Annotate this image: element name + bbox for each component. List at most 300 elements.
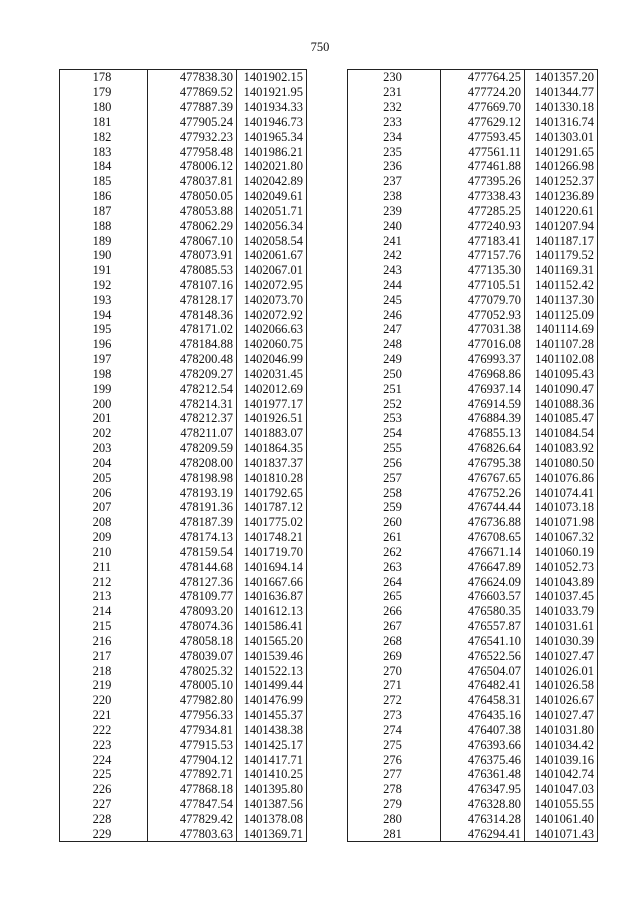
table-row: [60, 367, 307, 382]
x-coordinate-cell: 476482.41: [441, 678, 525, 693]
y-coordinate-cell: 1401395.80: [237, 782, 307, 797]
point-number-cell: 276: [348, 752, 441, 767]
point-number-cell: 229: [60, 826, 148, 841]
point-number-cell: 223: [60, 737, 148, 752]
point-number-cell: 240: [348, 218, 441, 233]
point-number-cell: 222: [60, 722, 148, 737]
y-coordinate-cell: 1401455.37: [237, 708, 307, 723]
x-coordinate-cell: 477079.70: [441, 292, 525, 307]
point-number-cell: 228: [60, 811, 148, 826]
point-number-cell: 241: [348, 233, 441, 248]
y-coordinate-cell: 1402066.63: [237, 322, 307, 337]
table-row: [60, 278, 307, 293]
point-number-cell: 243: [348, 263, 441, 278]
point-number-cell: 214: [60, 604, 148, 619]
x-coordinate-cell: 477803.63: [148, 826, 237, 841]
point-number-cell: 189: [60, 233, 148, 248]
table-row: [60, 441, 307, 456]
table-row: [348, 470, 598, 485]
x-coordinate-cell: 477135.30: [441, 263, 525, 278]
table-row: [60, 678, 307, 693]
point-number-cell: 231: [348, 85, 441, 100]
x-coordinate-cell: 476347.95: [441, 782, 525, 797]
y-coordinate-cell: 1401837.37: [237, 456, 307, 471]
x-coordinate-cell: 477892.71: [148, 767, 237, 782]
table-row: [348, 826, 598, 841]
point-number-cell: 264: [348, 574, 441, 589]
y-coordinate-cell: 1401179.52: [525, 248, 598, 263]
y-coordinate-cell: 1401187.17: [525, 233, 598, 248]
point-number-cell: 218: [60, 663, 148, 678]
x-coordinate-cell: 476314.28: [441, 811, 525, 826]
table-row: [348, 619, 598, 634]
point-number-cell: 238: [348, 189, 441, 204]
point-number-cell: 200: [60, 396, 148, 411]
y-coordinate-cell: 1401316.74: [525, 114, 598, 129]
point-number-cell: 213: [60, 589, 148, 604]
y-coordinate-cell: 1402056.34: [237, 218, 307, 233]
y-coordinate-cell: 1401387.56: [237, 797, 307, 812]
x-coordinate-cell: 476435.16: [441, 708, 525, 723]
y-coordinate-cell: 1401084.54: [525, 426, 598, 441]
table-row: [348, 278, 598, 293]
y-coordinate-cell: 1402046.99: [237, 352, 307, 367]
table-row: [60, 515, 307, 530]
y-coordinate-cell: 1401977.17: [237, 396, 307, 411]
point-number-cell: 256: [348, 456, 441, 471]
x-coordinate-cell: 476884.39: [441, 411, 525, 426]
point-number-cell: 265: [348, 589, 441, 604]
point-number-cell: 257: [348, 470, 441, 485]
point-number-cell: 212: [60, 574, 148, 589]
point-number-cell: 262: [348, 545, 441, 560]
x-coordinate-cell: 478128.17: [148, 292, 237, 307]
y-coordinate-cell: 1401102.08: [525, 352, 598, 367]
table-row: [60, 114, 307, 129]
point-number-cell: 206: [60, 485, 148, 500]
x-coordinate-cell: 478212.37: [148, 411, 237, 426]
x-coordinate-cell: 476624.09: [441, 574, 525, 589]
point-number-cell: 193: [60, 292, 148, 307]
point-number-cell: 183: [60, 144, 148, 159]
x-coordinate-cell: 478127.36: [148, 574, 237, 589]
y-coordinate-cell: 1401946.73: [237, 114, 307, 129]
point-number-cell: 266: [348, 604, 441, 619]
table-row: [60, 396, 307, 411]
table-row: [348, 426, 598, 441]
x-coordinate-cell: 476522.56: [441, 648, 525, 663]
point-number-cell: 233: [348, 114, 441, 129]
y-coordinate-cell: 1401080.50: [525, 456, 598, 471]
x-coordinate-cell: 477285.25: [441, 203, 525, 218]
table-row: [60, 381, 307, 396]
point-number-cell: 252: [348, 396, 441, 411]
x-coordinate-cell: 478159.54: [148, 545, 237, 560]
table-row: [60, 233, 307, 248]
point-number-cell: 245: [348, 292, 441, 307]
y-coordinate-cell: 1401060.19: [525, 545, 598, 560]
x-coordinate-cell: 477932.23: [148, 129, 237, 144]
table-row: [60, 604, 307, 619]
point-number-cell: 255: [348, 441, 441, 456]
x-coordinate-cell: 478214.31: [148, 396, 237, 411]
table-row: [348, 411, 598, 426]
point-number-cell: 221: [60, 708, 148, 723]
y-coordinate-cell: 1401026.67: [525, 693, 598, 708]
x-coordinate-cell: 476914.59: [441, 396, 525, 411]
point-number-cell: 220: [60, 693, 148, 708]
x-coordinate-cell: 477982.80: [148, 693, 237, 708]
x-coordinate-cell: 476736.88: [441, 515, 525, 530]
x-coordinate-cell: 477956.33: [148, 708, 237, 723]
table-row: [60, 218, 307, 233]
table-row: [60, 530, 307, 545]
point-number-cell: 202: [60, 426, 148, 441]
y-coordinate-cell: 1401344.77: [525, 85, 598, 100]
table-row: [60, 307, 307, 322]
x-coordinate-cell: 476708.65: [441, 530, 525, 545]
y-coordinate-cell: 1402060.75: [237, 337, 307, 352]
y-coordinate-cell: 1401031.80: [525, 722, 598, 737]
x-coordinate-cell: 478006.12: [148, 159, 237, 174]
page-number: 750: [310, 40, 330, 54]
coordinates-table-left: [59, 69, 307, 842]
table-row: [60, 782, 307, 797]
point-number-cell: 250: [348, 367, 441, 382]
point-number-cell: 278: [348, 782, 441, 797]
x-coordinate-cell: 476504.07: [441, 663, 525, 678]
table-row: [348, 396, 598, 411]
y-coordinate-cell: 1401090.47: [525, 381, 598, 396]
table-row: [60, 663, 307, 678]
table-row: [60, 826, 307, 841]
x-coordinate-cell: 476458.31: [441, 693, 525, 708]
table-row: [60, 189, 307, 204]
point-number-cell: 244: [348, 278, 441, 293]
y-coordinate-cell: 1401071.98: [525, 515, 598, 530]
y-coordinate-cell: 1401047.03: [525, 782, 598, 797]
table-row: [348, 367, 598, 382]
x-coordinate-cell: 477958.48: [148, 144, 237, 159]
x-coordinate-cell: 478074.36: [148, 619, 237, 634]
point-number-cell: 181: [60, 114, 148, 129]
x-coordinate-cell: 478050.05: [148, 189, 237, 204]
y-coordinate-cell: 1401033.79: [525, 604, 598, 619]
point-number-cell: 271: [348, 678, 441, 693]
y-coordinate-cell: 1401114.69: [525, 322, 598, 337]
y-coordinate-cell: 1401775.02: [237, 515, 307, 530]
table-row: [348, 129, 598, 144]
point-number-cell: 198: [60, 367, 148, 382]
table-row: [60, 767, 307, 782]
table-row: [60, 411, 307, 426]
y-coordinate-cell: 1401031.61: [525, 619, 598, 634]
y-coordinate-cell: 1401034.42: [525, 737, 598, 752]
x-coordinate-cell: 478148.36: [148, 307, 237, 322]
x-coordinate-cell: 476937.14: [441, 381, 525, 396]
point-number-cell: 187: [60, 203, 148, 218]
point-number-cell: 219: [60, 678, 148, 693]
y-coordinate-cell: 1401792.65: [237, 485, 307, 500]
point-number-cell: 263: [348, 559, 441, 574]
table-row: [348, 352, 598, 367]
table-row: [60, 708, 307, 723]
point-number-cell: 201: [60, 411, 148, 426]
point-number-cell: 230: [348, 70, 441, 85]
y-coordinate-cell: 1401417.71: [237, 752, 307, 767]
point-number-cell: 226: [60, 782, 148, 797]
point-number-cell: 261: [348, 530, 441, 545]
table-row: [60, 752, 307, 767]
point-number-cell: 246: [348, 307, 441, 322]
table-row: [60, 352, 307, 367]
point-number-cell: 272: [348, 693, 441, 708]
y-coordinate-cell: 1401067.32: [525, 530, 598, 545]
table-row: [348, 752, 598, 767]
y-coordinate-cell: 1402058.54: [237, 233, 307, 248]
x-coordinate-cell: 478005.10: [148, 678, 237, 693]
table-row: [348, 693, 598, 708]
y-coordinate-cell: 1401986.21: [237, 144, 307, 159]
y-coordinate-cell: 1401476.99: [237, 693, 307, 708]
table-row: [60, 456, 307, 471]
y-coordinate-cell: 1402072.92: [237, 307, 307, 322]
y-coordinate-cell: 1401076.86: [525, 470, 598, 485]
x-coordinate-cell: 478187.39: [148, 515, 237, 530]
table-row: [348, 604, 598, 619]
x-coordinate-cell: 476375.46: [441, 752, 525, 767]
x-coordinate-cell: 478200.48: [148, 352, 237, 367]
point-number-cell: 268: [348, 633, 441, 648]
x-coordinate-cell: 478109.77: [148, 589, 237, 604]
point-number-cell: 182: [60, 129, 148, 144]
table-row: [348, 381, 598, 396]
y-coordinate-cell: 1401719.70: [237, 545, 307, 560]
y-coordinate-cell: 1402049.61: [237, 189, 307, 204]
x-coordinate-cell: 478144.68: [148, 559, 237, 574]
table-row: [348, 663, 598, 678]
x-coordinate-cell: 476294.41: [441, 826, 525, 841]
point-number-cell: 251: [348, 381, 441, 396]
table-row: [60, 70, 307, 85]
y-coordinate-cell: 1401636.87: [237, 589, 307, 604]
y-coordinate-cell: 1402042.89: [237, 174, 307, 189]
table-row: [348, 648, 598, 663]
point-number-cell: 249: [348, 352, 441, 367]
y-coordinate-cell: 1401438.38: [237, 722, 307, 737]
point-number-cell: 270: [348, 663, 441, 678]
x-coordinate-cell: 476541.10: [441, 633, 525, 648]
table-row: [348, 708, 598, 723]
table-row: [348, 233, 598, 248]
x-coordinate-cell: 477847.54: [148, 797, 237, 812]
y-coordinate-cell: 1401137.30: [525, 292, 598, 307]
x-coordinate-cell: 476603.57: [441, 589, 525, 604]
table-row: [348, 85, 598, 100]
table-row: [60, 574, 307, 589]
x-coordinate-cell: 476328.80: [441, 797, 525, 812]
point-number-cell: 203: [60, 441, 148, 456]
x-coordinate-cell: 477461.88: [441, 159, 525, 174]
x-coordinate-cell: 478174.13: [148, 530, 237, 545]
point-number-cell: 196: [60, 337, 148, 352]
table-row: [348, 797, 598, 812]
table-row: [60, 485, 307, 500]
y-coordinate-cell: 1401026.01: [525, 663, 598, 678]
y-coordinate-cell: 1401083.92: [525, 441, 598, 456]
point-number-cell: 248: [348, 337, 441, 352]
point-number-cell: 186: [60, 189, 148, 204]
y-coordinate-cell: 1401810.28: [237, 470, 307, 485]
y-coordinate-cell: 1401694.14: [237, 559, 307, 574]
point-number-cell: 234: [348, 129, 441, 144]
point-number-cell: 254: [348, 426, 441, 441]
table-row: [60, 144, 307, 159]
y-coordinate-cell: 1401883.07: [237, 426, 307, 441]
x-coordinate-cell: 477905.24: [148, 114, 237, 129]
x-coordinate-cell: 477838.30: [148, 70, 237, 85]
x-coordinate-cell: 478058.18: [148, 633, 237, 648]
x-coordinate-cell: 476855.13: [441, 426, 525, 441]
y-coordinate-cell: 1401499.44: [237, 678, 307, 693]
point-number-cell: 232: [348, 100, 441, 115]
y-coordinate-cell: 1401152.42: [525, 278, 598, 293]
x-coordinate-cell: 478209.27: [148, 367, 237, 382]
table-row: [348, 589, 598, 604]
x-coordinate-cell: 478107.16: [148, 278, 237, 293]
x-coordinate-cell: 478062.29: [148, 218, 237, 233]
y-coordinate-cell: 1401921.95: [237, 85, 307, 100]
y-coordinate-cell: 1401291.65: [525, 144, 598, 159]
point-number-cell: 224: [60, 752, 148, 767]
x-coordinate-cell: 476744.44: [441, 500, 525, 515]
y-coordinate-cell: 1401095.43: [525, 367, 598, 382]
table-row: [348, 114, 598, 129]
x-coordinate-cell: 476557.87: [441, 619, 525, 634]
point-number-cell: 273: [348, 708, 441, 723]
x-coordinate-cell: 478211.07: [148, 426, 237, 441]
y-coordinate-cell: 1401357.20: [525, 70, 598, 85]
y-coordinate-cell: 1401378.08: [237, 811, 307, 826]
x-coordinate-cell: 477338.43: [441, 189, 525, 204]
x-coordinate-cell: 477593.45: [441, 129, 525, 144]
x-coordinate-cell: 476826.64: [441, 441, 525, 456]
x-coordinate-cell: 478184.88: [148, 337, 237, 352]
y-coordinate-cell: 1401107.28: [525, 337, 598, 352]
point-number-cell: 242: [348, 248, 441, 263]
y-coordinate-cell: 1401236.89: [525, 189, 598, 204]
x-coordinate-cell: 478093.20: [148, 604, 237, 619]
x-coordinate-cell: 478073.91: [148, 248, 237, 263]
table-row: [60, 737, 307, 752]
point-number-cell: 194: [60, 307, 148, 322]
x-coordinate-cell: 477764.25: [441, 70, 525, 85]
y-coordinate-cell: 1401586.41: [237, 619, 307, 634]
y-coordinate-cell: 1401303.01: [525, 129, 598, 144]
y-coordinate-cell: 1401902.15: [237, 70, 307, 85]
y-coordinate-cell: 1401252.37: [525, 174, 598, 189]
point-number-cell: 188: [60, 218, 148, 233]
y-coordinate-cell: 1401787.12: [237, 500, 307, 515]
x-coordinate-cell: 478212.54: [148, 381, 237, 396]
point-number-cell: 199: [60, 381, 148, 396]
point-number-cell: 192: [60, 278, 148, 293]
table-row: [60, 633, 307, 648]
y-coordinate-cell: 1401037.45: [525, 589, 598, 604]
x-coordinate-cell: 478085.53: [148, 263, 237, 278]
y-coordinate-cell: 1401169.31: [525, 263, 598, 278]
table-row: [60, 545, 307, 560]
y-coordinate-cell: 1401042.74: [525, 767, 598, 782]
point-number-cell: 191: [60, 263, 148, 278]
table-row: [348, 782, 598, 797]
y-coordinate-cell: 1402012.69: [237, 381, 307, 396]
table-row: [60, 693, 307, 708]
table-row: [348, 545, 598, 560]
point-number-cell: 211: [60, 559, 148, 574]
table-row: [348, 144, 598, 159]
x-coordinate-cell: 476361.48: [441, 767, 525, 782]
table-row: [60, 470, 307, 485]
y-coordinate-cell: 1401522.13: [237, 663, 307, 678]
x-coordinate-cell: 476647.89: [441, 559, 525, 574]
y-coordinate-cell: 1402061.67: [237, 248, 307, 263]
table-row: [348, 574, 598, 589]
point-number-cell: 178: [60, 70, 148, 85]
table-row: [348, 767, 598, 782]
table-row: [348, 530, 598, 545]
x-coordinate-cell: 477724.20: [441, 85, 525, 100]
y-coordinate-cell: 1401612.13: [237, 604, 307, 619]
x-coordinate-cell: 477052.93: [441, 307, 525, 322]
point-number-cell: 235: [348, 144, 441, 159]
y-coordinate-cell: 1402031.45: [237, 367, 307, 382]
table-row: [60, 337, 307, 352]
x-coordinate-cell: 477829.42: [148, 811, 237, 826]
table-row: [60, 322, 307, 337]
point-number-cell: 204: [60, 456, 148, 471]
y-coordinate-cell: 1401125.09: [525, 307, 598, 322]
table-row: [348, 559, 598, 574]
y-coordinate-cell: 1401085.47: [525, 411, 598, 426]
point-number-cell: 259: [348, 500, 441, 515]
table-row: [60, 619, 307, 634]
y-coordinate-cell: 1401220.61: [525, 203, 598, 218]
table-row: [348, 174, 598, 189]
x-coordinate-cell: 477869.52: [148, 85, 237, 100]
table-row: [60, 292, 307, 307]
point-number-cell: 247: [348, 322, 441, 337]
point-number-cell: 215: [60, 619, 148, 634]
y-coordinate-cell: 1401266.98: [525, 159, 598, 174]
x-coordinate-cell: 476767.65: [441, 470, 525, 485]
table-row: [60, 426, 307, 441]
y-coordinate-cell: 1401565.20: [237, 633, 307, 648]
y-coordinate-cell: 1401207.94: [525, 218, 598, 233]
table-row: [348, 189, 598, 204]
table-row: [348, 70, 598, 85]
x-coordinate-cell: 477868.18: [148, 782, 237, 797]
y-coordinate-cell: 1401926.51: [237, 411, 307, 426]
point-number-cell: 225: [60, 767, 148, 782]
table-row: [348, 737, 598, 752]
table-row: [60, 159, 307, 174]
table-row: [348, 248, 598, 263]
table-row: [348, 485, 598, 500]
table-row: [348, 337, 598, 352]
point-number-cell: 208: [60, 515, 148, 530]
y-coordinate-cell: 1401039.16: [525, 752, 598, 767]
